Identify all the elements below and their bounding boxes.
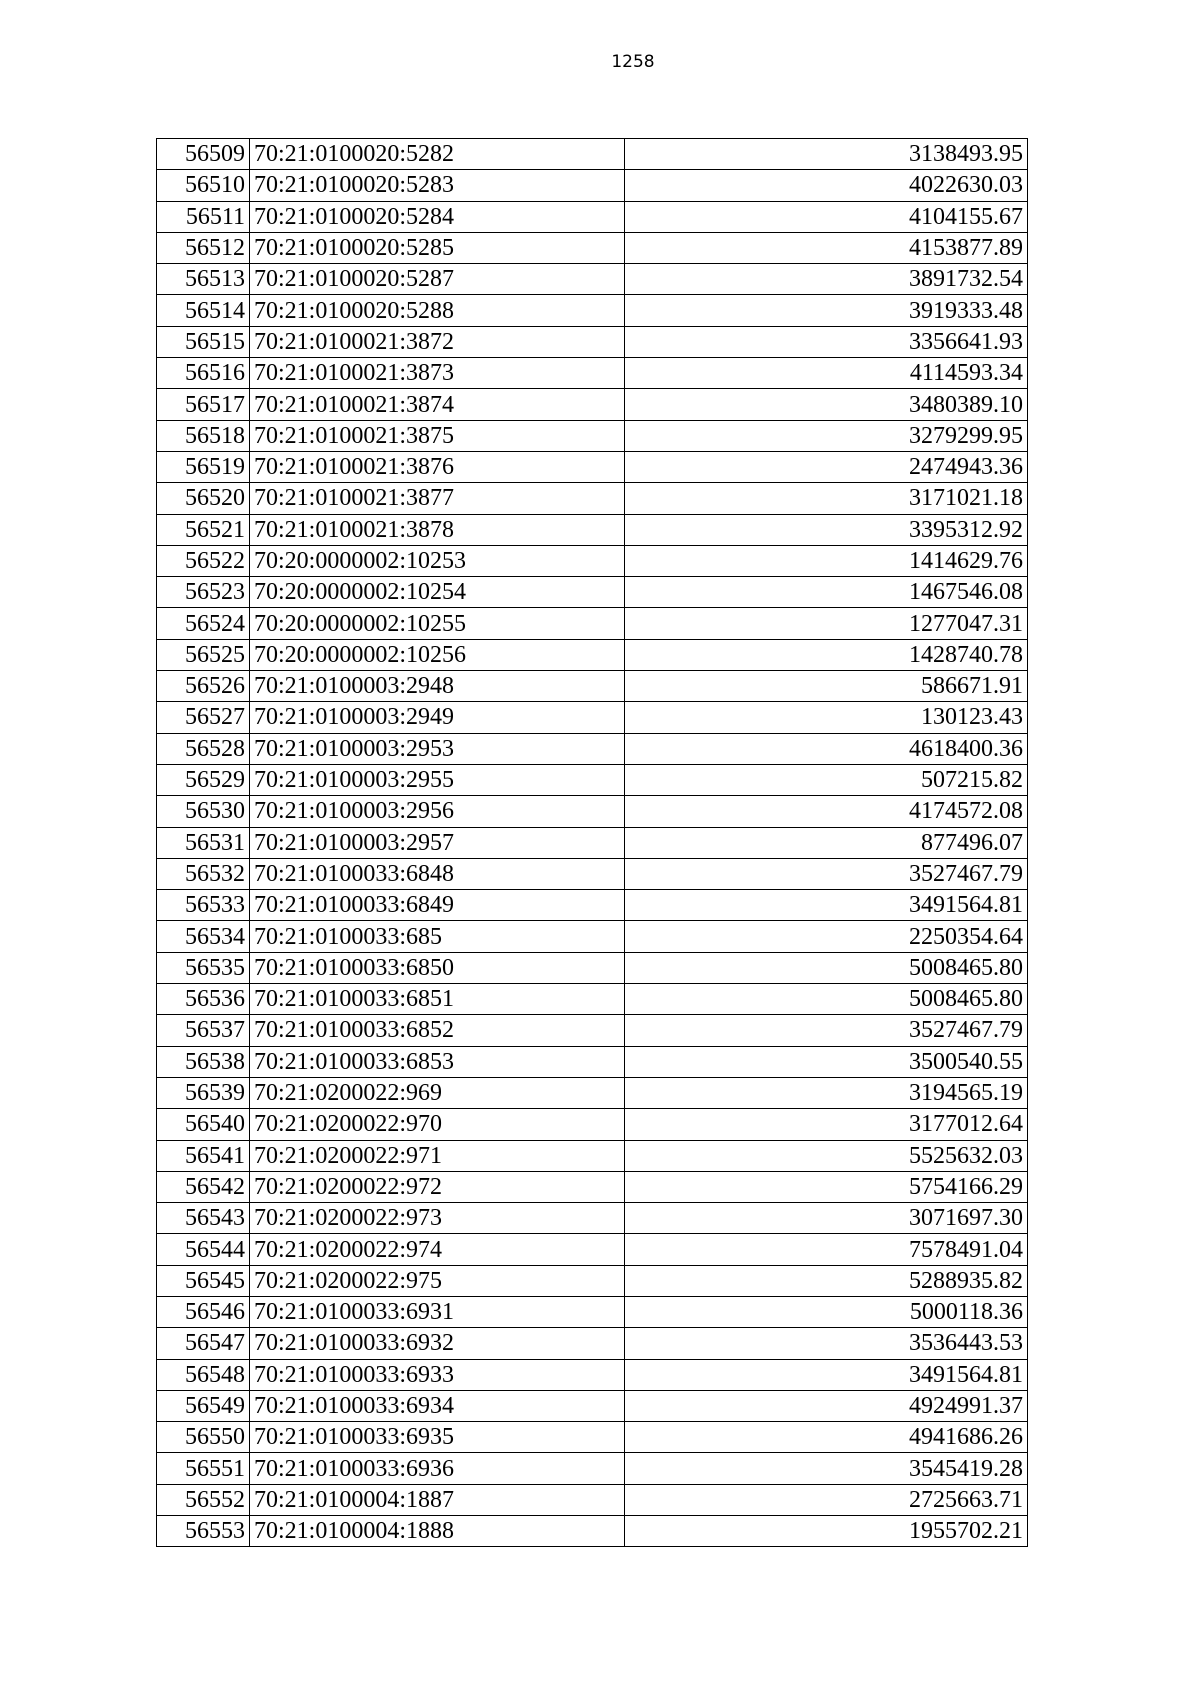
cadastral-value-cell: 4114593.34 (625, 358, 1028, 389)
cadastral-number-cell: 70:21:0100033:6934 (250, 1390, 625, 1421)
cadastral-value-cell: 2250354.64 (625, 921, 1028, 952)
cadastral-value-cell: 3395312.92 (625, 514, 1028, 545)
cadastral-value-cell: 3071697.30 (625, 1203, 1028, 1234)
cadastral-number-cell: 70:21:0100021:3872 (250, 326, 625, 357)
row-number-cell: 56519 (157, 451, 250, 482)
table-row (157, 1296, 1028, 1327)
row-number-cell: 56510 (157, 170, 250, 201)
row-number-cell: 56512 (157, 232, 250, 263)
cadastral-value-cell: 877496.07 (625, 827, 1028, 858)
cadastral-value-cell: 586671.91 (625, 671, 1028, 702)
cadastral-number-cell: 70:21:0100003:2948 (250, 671, 625, 702)
cadastral-number-cell: 70:21:0100021:3877 (250, 483, 625, 514)
row-number-cell: 56541 (157, 1140, 250, 1171)
cadastral-number-cell: 70:21:0100033:6850 (250, 952, 625, 983)
cadastral-value-cell: 3527467.79 (625, 1015, 1028, 1046)
table-body (157, 139, 1028, 1547)
cadastral-number-cell: 70:21:0100033:6852 (250, 1015, 625, 1046)
row-number-cell: 56521 (157, 514, 250, 545)
row-number-cell: 56515 (157, 326, 250, 357)
cadastral-number-cell: 70:21:0100003:2949 (250, 702, 625, 733)
cadastral-value-cell: 4022630.03 (625, 170, 1028, 201)
cadastral-number-cell: 70:21:0100020:5284 (250, 201, 625, 232)
row-number-cell: 56509 (157, 139, 250, 170)
cadastral-number-cell: 70:21:0100004:1888 (250, 1516, 625, 1547)
row-number-cell: 56513 (157, 264, 250, 295)
cadastral-number-cell: 70:21:0200022:975 (250, 1265, 625, 1296)
cadastral-number-cell: 70:21:0200022:974 (250, 1234, 625, 1265)
row-number-cell: 56552 (157, 1484, 250, 1515)
cadastral-value-cell: 3177012.64 (625, 1109, 1028, 1140)
row-number-cell: 56517 (157, 389, 250, 420)
row-number-cell: 56524 (157, 608, 250, 639)
table-row (157, 796, 1028, 827)
cadastral-number-cell: 70:20:0000002:10253 (250, 545, 625, 576)
row-number-cell: 56523 (157, 577, 250, 608)
cadastral-number-cell: 70:21:0200022:973 (250, 1203, 625, 1234)
table-row (157, 1046, 1028, 1077)
cadastral-number-cell: 70:20:0000002:10255 (250, 608, 625, 639)
cadastral-value-cell: 3356641.93 (625, 326, 1028, 357)
cadastral-number-cell: 70:21:0100033:6849 (250, 890, 625, 921)
row-number-cell: 56547 (157, 1328, 250, 1359)
table-row (157, 170, 1028, 201)
row-number-cell: 56516 (157, 358, 250, 389)
cadastral-value-cell: 4924991.37 (625, 1390, 1028, 1421)
cadastral-value-cell: 2474943.36 (625, 451, 1028, 482)
table-row (157, 483, 1028, 514)
cadastral-number-cell: 70:20:0000002:10256 (250, 639, 625, 670)
table-row (157, 1359, 1028, 1390)
cadastral-number-cell: 70:21:0100020:5283 (250, 170, 625, 201)
table-row (157, 326, 1028, 357)
cadastral-value-cell: 3536443.53 (625, 1328, 1028, 1359)
cadastral-value-cell: 3480389.10 (625, 389, 1028, 420)
table-row (157, 733, 1028, 764)
table-row (157, 1265, 1028, 1296)
row-number-cell: 56529 (157, 764, 250, 795)
row-number-cell: 56514 (157, 295, 250, 326)
table-row (157, 1015, 1028, 1046)
row-number-cell: 56551 (157, 1453, 250, 1484)
table-row (157, 1203, 1028, 1234)
cadastral-value-cell: 4174572.08 (625, 796, 1028, 827)
cadastral-number-cell: 70:21:0100033:685 (250, 921, 625, 952)
row-number-cell: 56540 (157, 1109, 250, 1140)
row-number-cell: 56511 (157, 201, 250, 232)
cadastral-number-cell: 70:21:0100021:3878 (250, 514, 625, 545)
cadastral-number-cell: 70:21:0100021:3875 (250, 420, 625, 451)
table-row (157, 139, 1028, 170)
cadastral-value-cell: 2725663.71 (625, 1484, 1028, 1515)
cadastral-number-cell: 70:21:0100021:3876 (250, 451, 625, 482)
cadastral-number-cell: 70:21:0100033:6932 (250, 1328, 625, 1359)
cadastral-value-cell: 1277047.31 (625, 608, 1028, 639)
cadastral-number-cell: 70:21:0100003:2957 (250, 827, 625, 858)
row-number-cell: 56533 (157, 890, 250, 921)
cadastral-value-cell: 5288935.82 (625, 1265, 1028, 1296)
cadastral-number-cell: 70:21:0100033:6935 (250, 1422, 625, 1453)
table-row (157, 1422, 1028, 1453)
cadastral-value-cell: 3891732.54 (625, 264, 1028, 295)
cadastral-value-cell: 5754166.29 (625, 1171, 1028, 1202)
cadastral-value-cell: 4153877.89 (625, 232, 1028, 263)
row-number-cell: 56526 (157, 671, 250, 702)
table-row (157, 232, 1028, 263)
table-row (157, 264, 1028, 295)
table-row (157, 1140, 1028, 1171)
cadastral-value-cell: 7578491.04 (625, 1234, 1028, 1265)
cadastral-number-cell: 70:21:0100020:5285 (250, 232, 625, 263)
cadastral-value-cell: 130123.43 (625, 702, 1028, 733)
cadastral-number-cell: 70:21:0200022:969 (250, 1077, 625, 1108)
cadastral-value-table (156, 138, 1028, 1547)
table-row (157, 608, 1028, 639)
row-number-cell: 56546 (157, 1296, 250, 1327)
row-number-cell: 56530 (157, 796, 250, 827)
cadastral-number-cell: 70:21:0100021:3873 (250, 358, 625, 389)
cadastral-value-cell: 3919333.48 (625, 295, 1028, 326)
table-row (157, 545, 1028, 576)
cadastral-value-cell: 3138493.95 (625, 139, 1028, 170)
table-row (157, 984, 1028, 1015)
cadastral-value-cell: 4104155.67 (625, 201, 1028, 232)
table-row (157, 295, 1028, 326)
cadastral-value-cell: 1428740.78 (625, 639, 1028, 670)
table-row (157, 514, 1028, 545)
table-row (157, 1171, 1028, 1202)
row-number-cell: 56532 (157, 858, 250, 889)
row-number-cell: 56543 (157, 1203, 250, 1234)
row-number-cell: 56538 (157, 1046, 250, 1077)
table-row (157, 764, 1028, 795)
cadastral-value-cell: 3491564.81 (625, 1359, 1028, 1390)
row-number-cell: 56531 (157, 827, 250, 858)
table-row (157, 827, 1028, 858)
cadastral-value-cell: 3194565.19 (625, 1077, 1028, 1108)
table-row (157, 858, 1028, 889)
row-number-cell: 56542 (157, 1171, 250, 1202)
table-row (157, 952, 1028, 983)
row-number-cell: 56548 (157, 1359, 250, 1390)
table-row (157, 639, 1028, 670)
row-number-cell: 56539 (157, 1077, 250, 1108)
cadastral-value-cell: 3500540.55 (625, 1046, 1028, 1077)
cadastral-number-cell: 70:21:0200022:971 (250, 1140, 625, 1171)
cadastral-number-cell: 70:21:0100020:5288 (250, 295, 625, 326)
row-number-cell: 56527 (157, 702, 250, 733)
cadastral-value-cell: 3545419.28 (625, 1453, 1028, 1484)
cadastral-number-cell: 70:21:0100033:6853 (250, 1046, 625, 1077)
row-number-cell: 56522 (157, 545, 250, 576)
table-row (157, 671, 1028, 702)
row-number-cell: 56545 (157, 1265, 250, 1296)
cadastral-value-cell: 3171021.18 (625, 483, 1028, 514)
cadastral-number-cell: 70:20:0000002:10254 (250, 577, 625, 608)
row-number-cell: 56525 (157, 639, 250, 670)
row-number-cell: 56534 (157, 921, 250, 952)
cadastral-value-cell: 5008465.80 (625, 984, 1028, 1015)
table-row (157, 358, 1028, 389)
cadastral-number-cell: 70:21:0100020:5287 (250, 264, 625, 295)
table-row (157, 1516, 1028, 1547)
table-row (157, 921, 1028, 952)
cadastral-number-cell: 70:21:0200022:972 (250, 1171, 625, 1202)
row-number-cell: 56535 (157, 952, 250, 983)
row-number-cell: 56550 (157, 1422, 250, 1453)
table-row (157, 451, 1028, 482)
cadastral-value-cell: 507215.82 (625, 764, 1028, 795)
table-row (157, 1077, 1028, 1108)
cadastral-value-cell: 3527467.79 (625, 858, 1028, 889)
cadastral-number-cell: 70:21:0100003:2956 (250, 796, 625, 827)
cadastral-number-cell: 70:21:0100033:6931 (250, 1296, 625, 1327)
cadastral-number-cell: 70:21:0100033:6936 (250, 1453, 625, 1484)
cadastral-number-cell: 70:21:0100033:6848 (250, 858, 625, 889)
row-number-cell: 56553 (157, 1516, 250, 1547)
table-row (157, 1484, 1028, 1515)
cadastral-value-cell: 4618400.36 (625, 733, 1028, 764)
cadastral-value-cell: 4941686.26 (625, 1422, 1028, 1453)
table-row (157, 1390, 1028, 1421)
cadastral-value-cell: 5525632.03 (625, 1140, 1028, 1171)
table-row (157, 1328, 1028, 1359)
table-row (157, 1453, 1028, 1484)
cadastral-value-cell: 3279299.95 (625, 420, 1028, 451)
table-row (157, 201, 1028, 232)
row-number-cell: 56536 (157, 984, 250, 1015)
table-row (157, 1234, 1028, 1265)
row-number-cell: 56544 (157, 1234, 250, 1265)
cadastral-value-cell: 1414629.76 (625, 545, 1028, 576)
cadastral-number-cell: 70:21:0100004:1887 (250, 1484, 625, 1515)
row-number-cell: 56549 (157, 1390, 250, 1421)
page-number: 1258 (611, 52, 655, 72)
cadastral-number-cell: 70:21:0100021:3874 (250, 389, 625, 420)
cadastral-number-cell: 70:21:0200022:970 (250, 1109, 625, 1140)
cadastral-value-cell: 3491564.81 (625, 890, 1028, 921)
cadastral-number-cell: 70:21:0100033:6851 (250, 984, 625, 1015)
table-row (157, 890, 1028, 921)
cadastral-value-cell: 1955702.21 (625, 1516, 1028, 1547)
row-number-cell: 56537 (157, 1015, 250, 1046)
row-number-cell: 56520 (157, 483, 250, 514)
cadastral-value-cell: 5000118.36 (625, 1296, 1028, 1327)
cadastral-number-cell: 70:21:0100003:2953 (250, 733, 625, 764)
cadastral-value-cell: 1467546.08 (625, 577, 1028, 608)
row-number-cell: 56528 (157, 733, 250, 764)
table-row (157, 420, 1028, 451)
cadastral-number-cell: 70:21:0100020:5282 (250, 139, 625, 170)
table-row (157, 1109, 1028, 1140)
table-row (157, 577, 1028, 608)
table-row (157, 702, 1028, 733)
cadastral-value-cell: 5008465.80 (625, 952, 1028, 983)
cadastral-number-cell: 70:21:0100003:2955 (250, 764, 625, 795)
row-number-cell: 56518 (157, 420, 250, 451)
table-row (157, 389, 1028, 420)
cadastral-number-cell: 70:21:0100033:6933 (250, 1359, 625, 1390)
